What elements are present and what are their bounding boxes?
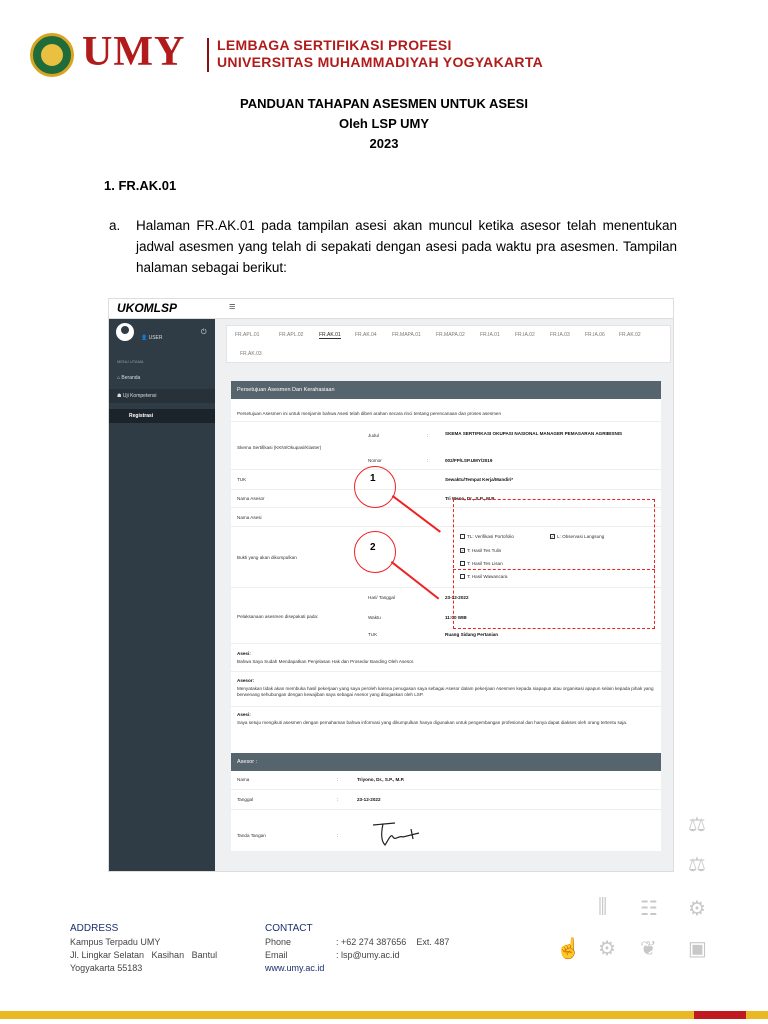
bukti-label: Bukti yang akan dikumpulkan [237, 555, 297, 560]
user-label: 👤 USER [141, 335, 163, 341]
judul-value: SKEMA SERTIFIKASI OKUPASI NASIONAL MANAGER PEMASARAN AGRIBISNIS [445, 431, 623, 436]
phone-label: Phone [265, 937, 292, 947]
asesi2-heading: Asesi: [237, 712, 251, 717]
opt-wawancara[interactable]: T: Hasil Wawancara [460, 574, 507, 579]
logo-divider [207, 38, 209, 72]
nama-label: Nama [237, 777, 250, 782]
contact-heading: CONTACT [265, 923, 313, 934]
highlight-divider [453, 569, 655, 570]
section-heading: 1. FR.AK.01 [104, 178, 177, 193]
tab-apl02[interactable]: FR.APL.02 [279, 332, 304, 338]
tab-ak04[interactable]: FR.AK.04 [355, 332, 377, 338]
asesi-text: Bahwa Saya Sudah Mendapatkan Penjelasan Hak dan Prosedur Banding Oleh Asesor. [237, 659, 415, 664]
gear-icon: ⚙ [688, 898, 706, 920]
nomor-value: 002/FP/LSP.UMY/2019 [445, 458, 493, 463]
menu-label: MENU UTAMA [117, 359, 144, 364]
tab-ak03[interactable]: FR.AK.03 [240, 351, 262, 357]
umy-logo-text: UMY [82, 29, 186, 75]
address-line-3: Yogyakarta 55183 [70, 963, 143, 973]
form-tabs [226, 325, 671, 363]
chat-icon: ☷ [640, 898, 658, 920]
tab-ia03[interactable]: FR.IA.03 [550, 332, 570, 338]
annotation-number-2: 2 [370, 542, 376, 553]
tab-ia06[interactable]: FR.IA.06 [585, 332, 605, 338]
app-screenshot [108, 298, 674, 872]
tuk2-value: Ruang Sidang Pertanian [445, 632, 499, 637]
tanggal-value: 23-12-2022 [357, 797, 381, 802]
hamburger-icon[interactable]: ≡ [229, 301, 236, 313]
asesor-box-title: Asesor : [231, 753, 661, 771]
app-sidebar [109, 319, 215, 872]
app-topbar [109, 299, 674, 319]
hari-value: 23-12-2022 [445, 595, 469, 600]
tab-apl01[interactable]: FR.APL.01 [235, 332, 260, 338]
tab-mapa01[interactable]: FR.MAPA.01 [392, 332, 421, 338]
sidebar-item-beranda[interactable]: ⌂ Beranda [117, 375, 141, 381]
annotation-number-1: 1 [370, 473, 376, 484]
tab-ak01[interactable]: FR.AK.01 [319, 332, 341, 338]
doc-title: PANDUAN TAHAPAN ASESMEN UNTUK ASESI [240, 96, 528, 111]
institution-line-1: LEMBAGA SERTIFIKASI PROFESI [217, 37, 452, 53]
asesor-heading: Asesor: [237, 678, 255, 683]
opt-observasi[interactable]: ✓ L: Observasi Langsung [551, 534, 605, 540]
opt-tes-tulis[interactable]: ✓ T: Hasil Tes Tulis [461, 548, 502, 554]
nama-asesor-value: Tri Weno, Dr., S.P., M.P. [445, 496, 496, 501]
tab-ia01[interactable]: FR.IA.01 [480, 332, 500, 338]
website-link[interactable]: www.umy.ac.id [265, 963, 325, 973]
address-line-1: Kampus Terpadu UMY [70, 937, 161, 947]
ttd-label: Tanda Tangan [237, 833, 266, 838]
doc-year: 2023 [369, 136, 399, 151]
nomor-label: Nomor [368, 458, 382, 463]
chart-icon: ⫼ [598, 896, 608, 918]
nama-asesor-label: Nama Asesor [237, 496, 265, 501]
tuk-label: TUK [237, 477, 247, 482]
tab-ak02[interactable]: FR.AK.02 [619, 332, 641, 338]
tanggal-label: Tanggal [237, 797, 254, 802]
paragraph-label: a. [109, 218, 121, 233]
hari-label: Hari/ Tanggal [368, 595, 395, 600]
judul-label: Judul [368, 433, 379, 438]
asesi-heading: Asesi: [237, 651, 251, 656]
agreement-panel: Persetujuan Asesmen Dan Kerahasiaan Persetujuan Asesmen ini untuk menjamin bahwa Asesi telah diberi arahan secara rinci tentang perencanaan dan proses asesmen Skema Sertifikasi (KKNI/Okupasi/Klaster) Judul : SKEMA SERTIFIKASI OKUPASI NASIONAL MANAGER PEMASARAN AGRIBISNIS Nomor : 002/FP/LSP.UMY/2019 TUK Sewaktu/Tempat Kerja/Mandiri* Nama Asesor Tri Weno, Dr., S.P., M.P. Nama Asesi Bukti yang akan dikumpulkan TL: Verifikasi Portofolio ✓ L: Observasi Langsung ✓ T: Hasil Tes Tulis T: Hasil Tes Lisan T: Hasil Wawancara Pelaksanaan asesmen disepakati pada: Hari/ Tanggal 23-12-2022 Waktu 11:00 WIB TUK Ruang Sidang Pertanian Asesi: Bahwa Saya Sudah Mendapatkan Penjelasan Hak dan Prosedur Banding Oleh Asesor. Asesor: Menyatakan tidak akan membuka hasil pekerjaan yang saya peroleh karena penugasan saya sebagai Asesor dalam pekerjaan Asesmen kepada siapapun atau organisasi apapun selain kepada pihak yang berwenang sehubungan dengan kewajiban saya sebagai Asesor yang ditugaskan oleh LSP. Asesi: Saya setuju mengikuti asesmen dengan pemahaman bahwa informasi yang dikumpulkan hanya digunakan untuk pengembangan profesional dan hanya dapat diakses oleh orang tertentu saja. Asesor : Nama : Triyono, Dr., S.P., M.P. Tanggal : 23-12-2022 Tanda Tangan : [231, 381, 661, 851]
nama-asesi-label: Nama Asesi [237, 515, 262, 520]
asesi2-text: Saya setuju mengikuti asesmen dengan pemahaman bahwa informasi yang dikumpulkan hanya digunakan untuk pengembangan profesional dan hanya dapat diakses oleh orang tertentu saja. [237, 720, 628, 725]
address-line-2: Jl. Lingkar Selatan Kasihan Bantul [70, 950, 218, 960]
asesor-text: Menyatakan tidak akan membuka hasil pekerjaan yang saya peroleh karena penugasan saya sebagai Asesor dalam pekerjaan Asesmen kepada siapapun atau organisasi apapun selain kepada pihak yang berwenang sehubungan dengan kewajiban saya sebagai Asesor yang ditugaskan oleh LSP. [237, 686, 654, 697]
decorative-icon: ⚖ [688, 814, 706, 836]
message-icon: ▣ [688, 938, 707, 960]
tab-ia02[interactable]: FR.IA.02 [515, 332, 535, 338]
panel-title: Persetujuan Asesmen Dan Kerahasiaan [231, 381, 661, 399]
sidebar-item-uji[interactable]: ☗ Uji Kompetensi [109, 389, 215, 403]
waktu-value: 11:00 WIB [445, 615, 467, 620]
tab-mapa02[interactable]: FR.MAPA.02 [436, 332, 465, 338]
plant-icon: ❦ [640, 938, 657, 960]
phone-value: : +62 274 387656 Ext. 487 [336, 937, 450, 947]
intro-text: Persetujuan Asesmen ini untuk menjamin bahwa Asesi telah diberi arahan secara rinci tentang perencanaan dan proses asesmen [237, 411, 502, 416]
institution-line-2: UNIVERSITAS MUHAMMADIYAH YOGYAKARTA [217, 54, 544, 70]
opt-tes-lisan[interactable]: T: Hasil Tes Lisan [460, 561, 503, 566]
sidebar-item-registrasi[interactable]: Registrasi [109, 409, 215, 423]
waktu-label: Waktu [368, 615, 381, 620]
avatar [116, 323, 134, 341]
tuk-value: Sewaktu/Tempat Kerja/Mandiri* [445, 477, 514, 482]
hand-icon: ☝ [556, 938, 581, 960]
address-heading: ADDRESS [70, 923, 119, 934]
email-value: : lsp@umy.ac.id [336, 950, 400, 960]
scale-icon: ⚖ [688, 854, 706, 876]
power-icon[interactable]: ⏻ [201, 329, 207, 336]
tuk2-label: TUK [368, 632, 378, 637]
doc-subtitle: Oleh LSP UMY [338, 116, 430, 131]
footer-strip [0, 1011, 768, 1019]
footer-strip-red [694, 1011, 746, 1019]
pelaksanaan-label: Pelaksanaan asesmen disepakati pada: [237, 614, 319, 619]
signature-image [369, 819, 429, 849]
app-brand: UKOMLSP [117, 301, 177, 315]
nama-value: Triyono, Dr., S.P., M.P. [357, 777, 405, 782]
umy-seal-logo [30, 33, 74, 77]
paragraph-text: Halaman FR.AK.01 pada tampilan asesi akan muncul ketika asesor telah menentukan jadwal asesmen yang telah di sepakati dengan asesi pada waktu pra asesmen. Tampilan halaman sebagai berikut: [136, 218, 677, 275]
email-label: Email [265, 950, 288, 960]
skema-label: Skema Sertifikasi (KKNI/Okupasi/Klaster) [237, 445, 322, 450]
opt-portofolio[interactable]: TL: Verifikasi Portofolio [460, 534, 514, 539]
highlight-box [453, 499, 655, 629]
cogs-icon: ⚙ [598, 938, 616, 960]
